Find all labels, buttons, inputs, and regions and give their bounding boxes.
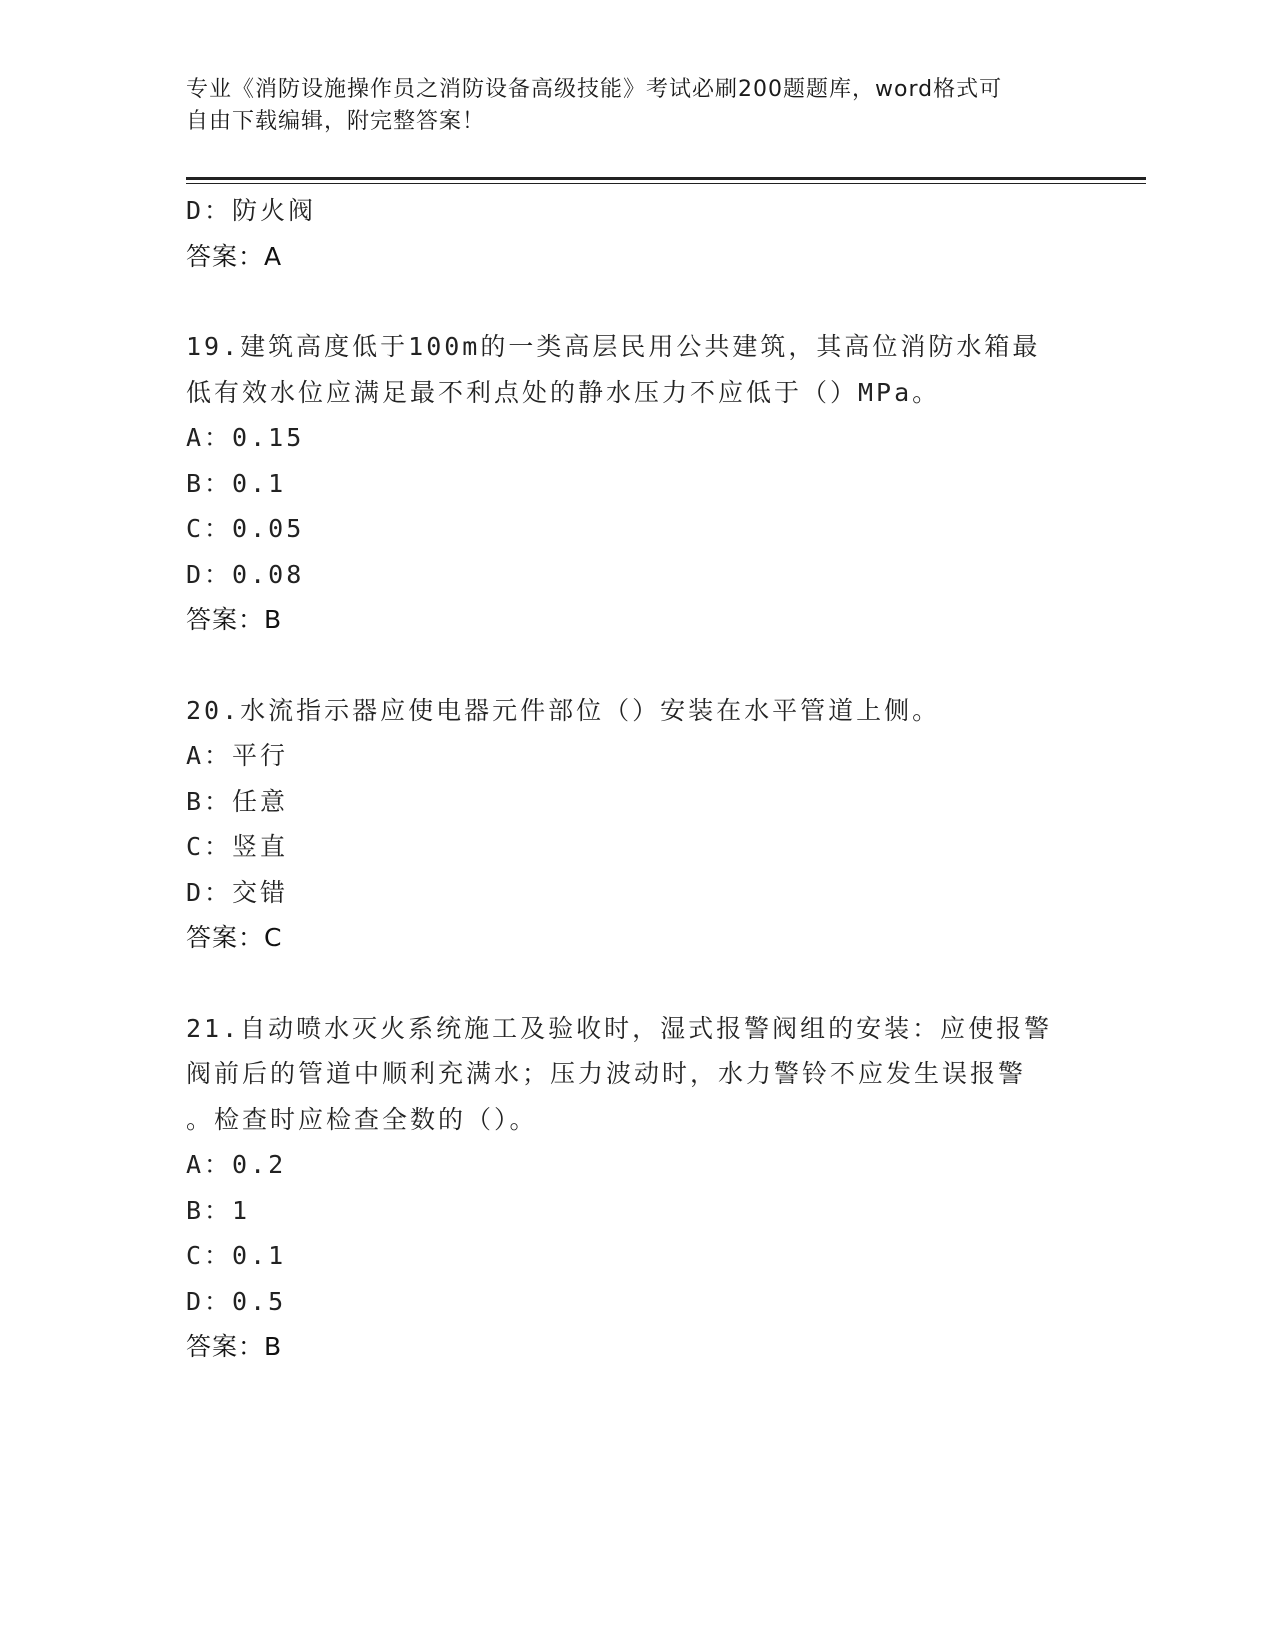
question-stem-line: 19.建筑高度低于100m的一类高层民用公共建筑，其高位消防水箱最 xyxy=(186,332,1041,361)
spacer xyxy=(186,279,1086,324)
option-b: B：任意 xyxy=(186,786,289,816)
option-d: D：0.08 xyxy=(186,559,305,589)
question-stem-line: 20.水流指示器应使电器元件部位（）安装在水平管道上侧。 xyxy=(186,695,941,725)
header-line-1: 专业《消防设施操作员之消防设备高级技能》考试必刷200题题库，word格式可 xyxy=(186,77,1003,102)
question-19 xyxy=(186,324,1086,643)
question-stem-line: 低有效水位应满足最不利点处的静水压力不应低于（）MPa。 xyxy=(186,377,941,407)
document-header xyxy=(186,74,1066,138)
option-d: D：0.5 xyxy=(186,1286,287,1316)
option-c: C：0.05 xyxy=(186,514,305,543)
option-a: A：平行 xyxy=(186,741,289,770)
document-body xyxy=(186,188,1086,1370)
question-stem-line: 。检查时应检查全数的（）。 xyxy=(186,1104,538,1134)
spacer xyxy=(186,961,1086,1006)
header-divider-thin xyxy=(186,183,1146,184)
question-stem-line: 21.自动喷水灭火系统施工及验收时，湿式报警阀组的安装：应使报警 xyxy=(186,1013,1053,1043)
option-c: C：竖直 xyxy=(186,832,289,861)
answer: 答案：A xyxy=(186,241,283,271)
option-d: D：防火阀 xyxy=(186,196,317,225)
option-a: A：0.2 xyxy=(186,1150,287,1179)
option-d: D：交错 xyxy=(186,877,289,907)
question-20 xyxy=(186,688,1086,961)
question-stem-line: 阀前后的管道中顺利充满水；压力波动时，水力警铃不应发生误报警 xyxy=(186,1059,1027,1088)
answer: 答案：C xyxy=(186,923,283,952)
option-b: B：0.1 xyxy=(186,468,287,498)
option-b: B：1 xyxy=(186,1195,251,1225)
header-line-2: 自由下载编辑，附完整答案！ xyxy=(186,109,486,134)
header-divider-thick xyxy=(186,177,1146,180)
answer: 答案：B xyxy=(186,1332,283,1361)
question-21 xyxy=(186,1006,1086,1370)
option-c: C：0.1 xyxy=(186,1241,287,1270)
option-a: A：0.15 xyxy=(186,423,305,452)
spacer xyxy=(186,643,1086,688)
answer: 答案：B xyxy=(186,605,283,634)
